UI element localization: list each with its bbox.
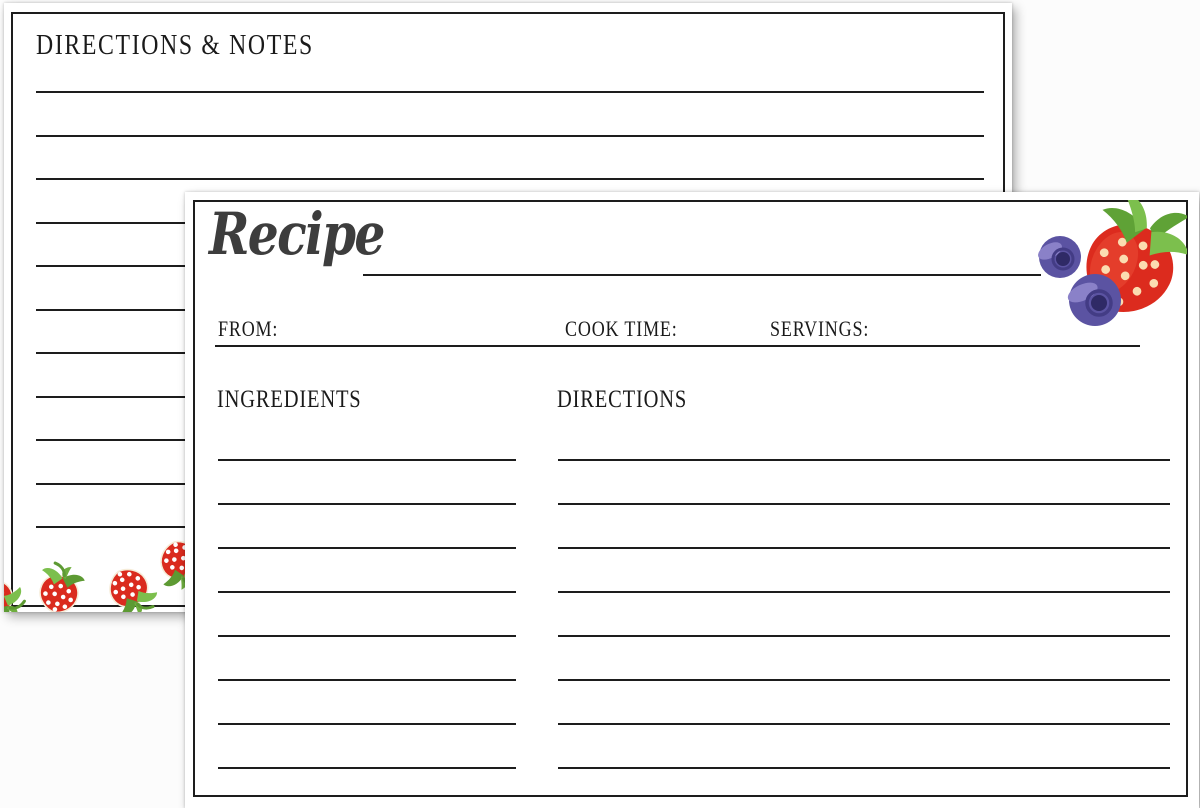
- strawberry-icon: [97, 557, 165, 612]
- writing-line: [558, 723, 1170, 725]
- blueberry-icon: [1037, 236, 1081, 278]
- strawberry-icon: [30, 558, 89, 612]
- writing-line: [218, 547, 516, 549]
- writing-line: [558, 459, 1170, 461]
- strawberry-icon: [4, 568, 32, 612]
- directions-heading: DIRECTIONS: [557, 386, 688, 413]
- recipe-title: Recipe: [209, 200, 384, 268]
- servings-label: SERVINGS:: [770, 316, 870, 341]
- writing-line: [36, 91, 984, 93]
- writing-line: [218, 767, 516, 769]
- writing-line: [218, 459, 516, 461]
- writing-line: [558, 503, 1170, 505]
- berries-illustration: [1037, 200, 1187, 330]
- writing-line: [218, 635, 516, 637]
- directions-lines: [558, 459, 1170, 769]
- from-line: [215, 345, 1140, 347]
- cook-time-label: COOK TIME:: [565, 316, 678, 341]
- writing-line: [218, 679, 516, 681]
- writing-line: [218, 503, 516, 505]
- writing-line: [558, 679, 1170, 681]
- recipe-name-line: [363, 274, 1041, 276]
- writing-line: [558, 547, 1170, 549]
- ingredients-heading: INGREDIENTS: [217, 386, 362, 413]
- writing-line: [218, 591, 516, 593]
- ingredients-lines: [218, 459, 516, 769]
- writing-line: [36, 135, 984, 137]
- writing-line: [36, 178, 984, 180]
- blueberry-icon: [1065, 274, 1121, 326]
- front-card: [185, 192, 1199, 808]
- writing-line: [558, 635, 1170, 637]
- from-label: FROM:: [218, 316, 279, 341]
- writing-line: [218, 723, 516, 725]
- directions-notes-title: DIRECTIONS & NOTES: [36, 29, 314, 61]
- writing-line: [558, 767, 1170, 769]
- writing-line: [558, 591, 1170, 593]
